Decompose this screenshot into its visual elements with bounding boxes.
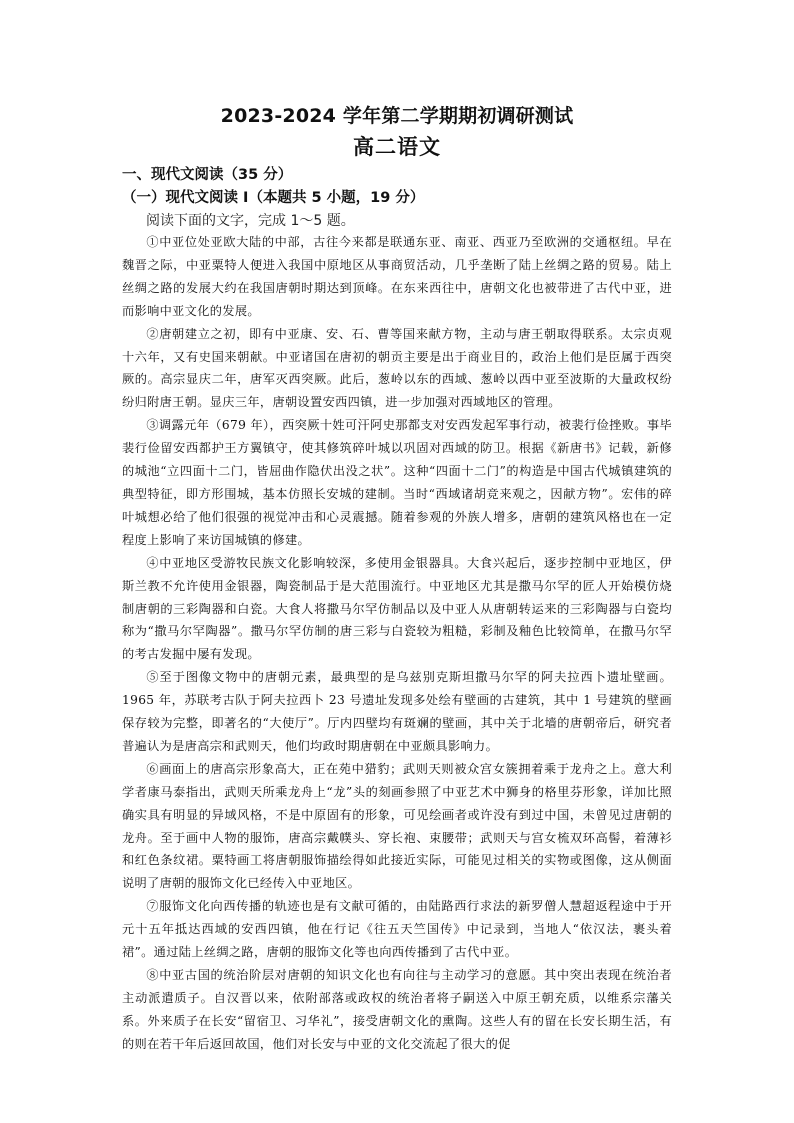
paragraph-8: ⑧中亚古国的统治阶层对唐朝的知识文化也有向往与主动学习的意愿。其中突出表现在统治者主动派遣质子。自汉晋以来，依附部落或政权的统治者将子嗣送入中原王朝充质，以维系宗藩关系。外来质子在长安“留宿卫、习华礼”，接受唐朝文化的熏陶。这些人有的留在长安长期生活，有的则在若干年后返回故国，他们对长安与中亚的文化交流起了很大的促	[122, 968, 672, 1051]
section-heading: 一、现代文阅读（35 分）	[122, 167, 293, 183]
reading-passage	[122, 231, 672, 1056]
exam-title: 2023-2024 学年第二学期期初调研测试	[220, 105, 574, 127]
paragraph-7: ⑦服饰文化向西传播的轨迹也是有文献可循的，由陆路西行求法的新罗僧人慧超返程途中于开元十五年抵达西域的安西四镇，他在行记《往五天竺国传》中记录到，当地人“依汉法，裹头着裙”。通过陆上丝绸之路，唐朝的服饰文化等也向西传播到了古代中亚。	[122, 899, 672, 960]
paragraph-3: ③调露元年（679 年），西突厥十姓可汗阿史那都支对安西发起军事行动，被裴行俭挫败。事毕裴行俭留安西都护王方翼镇守，使其修筑碎叶城以巩固对西域的防卫。根据《新唐书》记载，新修的城池“立四面十二门，皆屈曲作隐伏出没之状”。这种“四面十二门”的构造是中国古代城镇建筑的典型特征，即方形围城，基本仿照长安城的建制。当时“西域诸胡竞来观之，因献方物”。宏伟的碎叶城想必给了他们很强的视觉冲击和心灵震撼。随着参观的外族人增多，唐朝的建筑风格也在一定程度上影响了来访国城镇的修建。	[122, 418, 672, 547]
sub-section-heading: （一）现代文阅读 I（本题共 5 小题，19 分）	[122, 190, 425, 206]
paragraph-1: ①中亚位处亚欧大陆的中部，古往今来都是联通东亚、南亚、西亚乃至欧洲的交通枢纽。早在魏晋之际，中亚粟特人便进入我国中原地区从事商贸活动，几乎垄断了陆上丝绸之路的贸易。陆上丝绸之路的发展大约在我国唐朝时期达到顶峰。在东来西往中，唐朝文化也被带进了古代中亚，进而影响中亚文化的发展。	[122, 235, 672, 318]
paragraph-4: ④中亚地区受游牧民族文化影响较深，多使用金银器具。大食兴起后，逐步控制中亚地区，伊斯兰教不允许使用金银器，陶瓷制品于是大范围流行。中亚地区尤其是撒马尔罕的匠人开始模仿烧制唐朝的三彩陶器和白瓷。大食人将撒马尔罕仿制品以及中亚人从唐朝转运来的三彩陶器与白瓷均称为“撒马尔罕陶器”。撒马尔罕仿制的唐三彩与白瓷较为粗糙，彩制及釉色比较简单，在撒马尔罕的考古发掘中屡有发现。	[122, 555, 672, 662]
paragraph-5: ⑤至于图像文物中的唐朝元素，最典型的是乌兹别克斯坦撒马尔罕的阿夫拉西卜遗址壁画。1965 年，苏联考古队于阿夫拉西卜 23 号遗址发现多处绘有壁画的古建筑，其中 1 号建筑的壁画保存较为完整，即著名的“大使厅”。厅内四壁均有斑斓的壁画，其中关于北墙的唐朝帝后，研究者普遍认为是唐高宗和武则天，他们均政时期唐朝在中亚颇具影响力。	[122, 670, 672, 753]
subject-title: 高二语文	[353, 135, 441, 159]
reading-instruction: 阅读下面的文字，完成 1～5 题。	[146, 213, 355, 229]
paragraph-6: ⑥画面上的唐高宗形象高大，正在苑中猎豹；武则天则被众宫女簇拥着乘于龙舟之上。意大利学者康马泰指出，武则天所乘龙舟上“龙”头的刻画参照了中亚艺术中狮身的格里芬形象，详加比照确实具有明显的异域风格，不是中原固有的形象，可见绘画者或许没有到过中国，未曾见过唐朝的龙舟。至于画中人物的服饰，唐高宗戴幞头、穿长袍、束腰带；武则天与宫女梳双环高髻，着薄衫和红色条纹裙。粟特画工将唐朝服饰描绘得如此接近实际，可能见过相关的实物或图像，这从侧面说明了唐朝的服饰文化已经传入中亚地区。	[122, 761, 672, 891]
paragraph-2: ②唐朝建立之初，即有中亚康、安、石、曹等国来献方物，主动与唐王朝取得联系。太宗贞观十六年，又有史国来朝献。中亚诸国在唐初的朝贡主要是出于商业目的，政治上他们是臣属于西突厥的。高宗显庆二年，唐军灭西突厥。此后，葱岭以东的西域、葱岭以西中亚至波斯的大量政权纷纷归附唐王朝。显庆三年，唐朝设置安西四镇，进一步加强对西域地区的管理。	[122, 326, 672, 410]
